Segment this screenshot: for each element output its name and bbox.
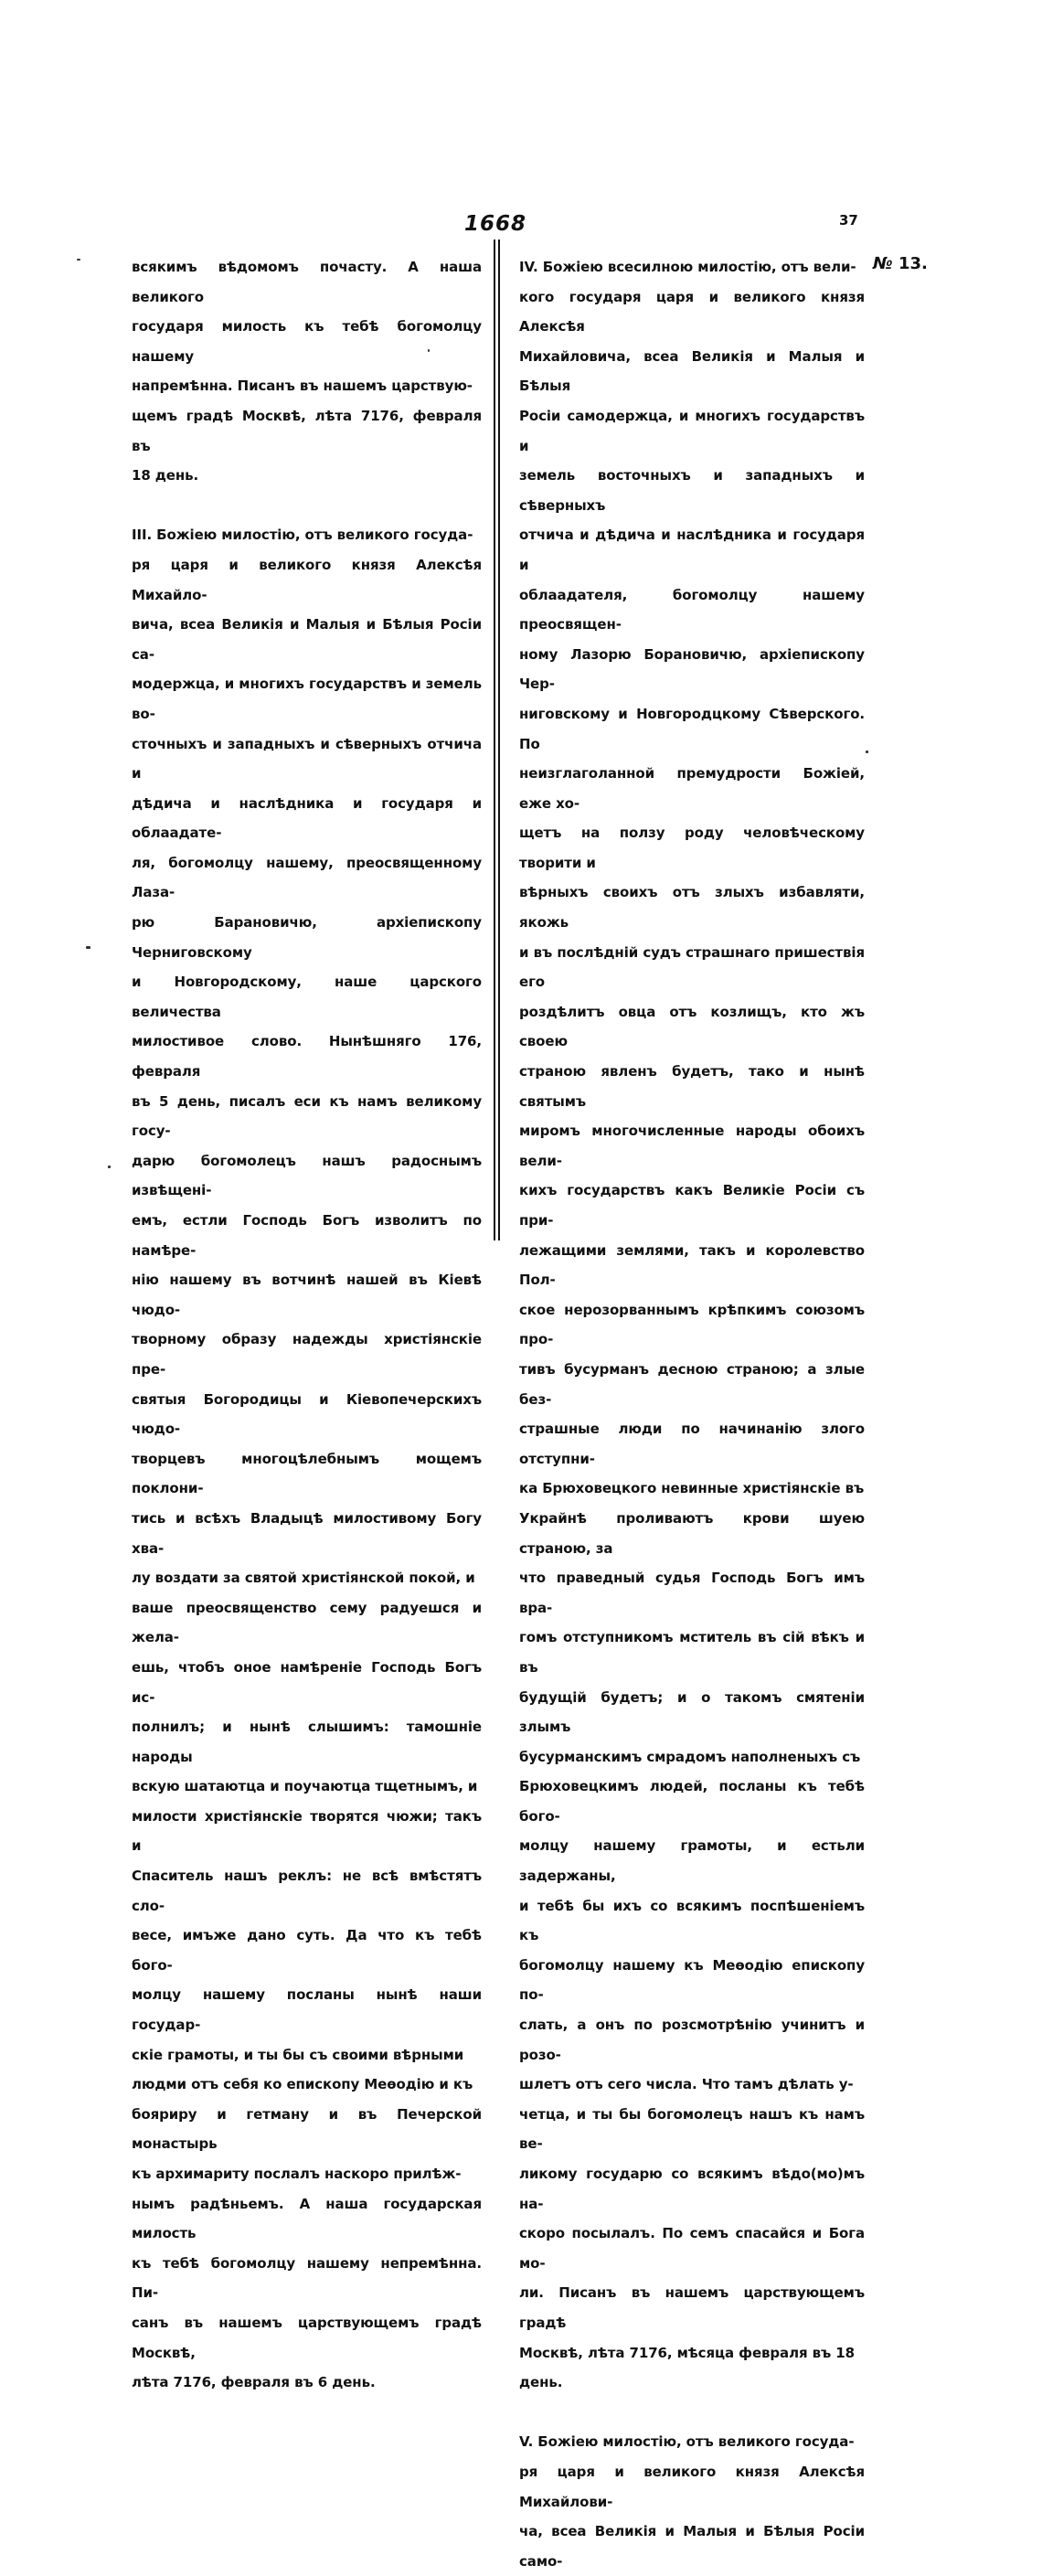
text-line: людми отъ себя ко епископу Меѳодію и къ [132,2076,473,2093]
text-line: скоро посылалъ. По семъ спасайся и Бога мо- [519,2225,865,2272]
text-line: шлетъ отъ сего числа. Что тамъ дѣлать у- [519,2076,854,2093]
text-line: рю Барановичю, архіепископу Черниговскому [132,914,482,961]
text-line: IV. Божіею всесилною милостію, отъ вели- [519,259,856,275]
text-line: и тебѣ бы ихъ со всякимъ поспѣшеніемъ къ [519,1897,865,1944]
print-speck [866,750,868,753]
text-line: ликому государю со всякимъ вѣдо(мо)мъ на- [519,2166,865,2212]
text-line: творцевъ многоцѣлебнымъ мощемъ поклони- [132,1450,482,1497]
text-line: Михайловича, всеа Великія и Малыя и Бѣлыя [519,347,865,395]
text-line: Спаситель нашъ реклъ: не всѣ вмѣстятъ сло- [132,1868,482,1914]
text-line: тись и всѣхъ Владыцѣ милостивому Богу хва- [132,1509,482,1557]
text-line: вича, всеа Великія и Малыя и Бѣлыя Росіи са- [132,616,482,663]
text-line: страшные люди по начинанію злого отступни- [519,1421,865,1467]
text-line: модержца, и многихъ государствъ и земель во- [132,676,482,722]
text-line: нію нашему въ вотчинѣ нашей въ Кіевѣ чюдо- [132,1272,482,1318]
text-line: ваше преосвященство сему радуешся и жела- [132,1599,482,1646]
text-line: и въ послѣдній судъ страшнаго пришествія его [519,943,865,991]
text-line: емъ, естли Господь Богъ изволитъ по намѣре- [132,1212,482,1259]
text-line: скіе грамоты, и ты бы съ своими вѣрными [132,2046,464,2063]
paragraph-gap [519,2398,865,2428]
text-line: земель восточныхъ и западныхъ и сѣверныхъ [519,467,865,514]
text-line: весе, имъже дано суть. Да что къ тебѣ бого- [132,1927,482,1974]
text-line: облаадателя, богомолцу нашему преосвящен- [519,586,865,633]
paragraph-letter-iv [519,252,865,2398]
text-line: къ архимариту послалъ наскоро прилѣж- [132,2166,462,2182]
text-line: 18 день. [132,467,199,484]
text-line: государя милость къ тебѣ богомолцу нашему [132,318,482,365]
print-speck [77,259,80,261]
text-line: Брюховецкимъ людей, посланы къ тебѣ бого- [519,1778,865,1825]
text-line: нымъ радѣньемъ. А наша государская милость [132,2195,482,2242]
text-line: молцу нашему грамоты, и естьли задержаны, [519,1837,865,1885]
left-column [132,252,482,2398]
document-number-marker [873,254,928,273]
column-divider-rule [494,240,495,1240]
text-line: всякимъ вѣдомомъ почасту. А наша великого [132,259,482,305]
text-line: отчича и дѣдича и наслѣдника и государя и [519,527,865,573]
text-line: V. Божіею милостію, отъ великого госуда- [519,2433,855,2451]
text-line: ка Брюховецкого невинные христіянскіе въ [519,1480,865,1497]
text-line: тивъ бусурманъ десною страною; а злые без- [519,1360,865,1408]
text-line: въ 5 день, писалъ еси къ намъ великому госу- [132,1092,482,1140]
right-column [519,252,865,2576]
text-line: Москвѣ, лѣта 7176, мѣсяца февраля въ 18 [519,2344,855,2361]
paragraph-gap [132,491,482,521]
text-line: будущій будетъ; и о такомъ смятеніи злымъ [519,1688,865,1736]
text-line: лѣта 7176, февраля въ 6 день. [132,2374,376,2391]
paragraph-letter-v [519,2427,865,2576]
text-line: день. [519,2374,563,2391]
page-year-header: 1668 [463,212,526,236]
text-line: кихъ государствъ какъ Великіе Росіи съ при- [519,1182,865,1229]
print-speck [86,946,90,949]
text-line: четца, и ты бы богомолецъ нашъ къ намъ ве- [519,2105,865,2153]
text-line: кого государя царя и великого князя Алексѣя [519,288,865,335]
text-line: что праведный судья Господь Богъ имъ вра- [519,1570,865,1616]
text-line: Росіи самодержца, и многихъ государствъ и [519,407,865,454]
text-line: къ тебѣ богомолцу нашему непремѣнна. Пи- [132,2254,482,2302]
text-line: ному Лазорю Борановичю, архіепископу Чер- [519,645,865,693]
text-line: щемъ градѣ Москвѣ, лѣта 7176, февраля въ [132,407,482,454]
text-line: роздѣлитъ овца отъ козлищъ, кто жъ своею [519,1003,865,1050]
document-number-value: 13. [898,254,928,273]
text-line: бусурманскимъ смрадомъ наполненыхъ съ [519,1748,861,1765]
text-line: ниговскому и Новгородцкому Сѣверского. По [519,705,865,752]
numero-sign: № [873,254,893,273]
text-line: милости христіянскіе творятся чюжи; такъ и [132,1807,482,1855]
text-line: святыя Богородицы и Кіевопечерскихъ чюдо- [132,1390,482,1438]
text-line: щетъ на ползу роду человѣческому творити и [519,825,865,871]
text-line: Украйнѣ проливаютъ крови шуею страною, за [519,1509,865,1557]
text-line: миромъ многочисленные народы обоихъ вели- [519,1123,865,1169]
text-line: ря царя и великого князя Алексѣя Михайлови- [519,2463,865,2510]
text-line: лу воздати за святой христіянской покой, и [132,1570,475,1587]
text-line: бояриру и гетману и въ Печерской монастырь [132,2105,482,2153]
text-line: милостивое слово. Нынѣшняго 176, февраля [132,1033,482,1080]
text-line: ское нерозорваннымъ крѣпкимъ союзомъ про- [519,1301,865,1348]
text-line: страною явленъ будетъ, тако и нынѣ святымъ [519,1063,865,1110]
print-speck [428,349,430,352]
text-line: ря царя и великого князя Алексѣя Михайло- [132,556,482,603]
print-speck [108,1166,111,1168]
text-line: дѣдича и наслѣдника и государя и облаадате- [132,794,482,842]
text-line: творному образу надежды христіянскіе пре- [132,1331,482,1378]
text-line: напремѣнна. Писанъ въ нашемъ царствую- [132,378,473,395]
text-line: ча, всеа Великія и Малыя и Бѣлыя Росіи само- [519,2523,865,2570]
text-line: ли. Писанъ въ нашемъ царствующемъ градѣ [519,2284,865,2331]
text-line: вскую шатаютца и поучаютца тщетнымъ, и [132,1778,478,1795]
text-line: гомъ отступникомъ мститель въ сій вѣкъ и въ [519,1629,865,1676]
text-line: дарю богомолецъ нашъ радоснымъ извѣщені- [132,1152,482,1199]
text-line: полнилъ; и нынѣ слышимъ: тамошніе народы [132,1719,482,1765]
text-line: III. Божіею милостію, отъ великого госуда- [132,527,473,544]
page-number: 37 [839,212,858,229]
paragraph-continuation [132,252,482,491]
paragraph-letter-iii [132,520,482,2397]
column-divider-rule [498,240,500,1240]
text-line: неизглаголанной премудрости Божіей, еже хо- [519,765,865,812]
text-line: ешь, чтобъ оное намѣреніе Господь Богъ ис- [132,1658,482,1706]
text-line: ля, богомолцу нашему, преосвященному Лаза- [132,854,482,901]
text-line: молцу нашему посланы нынѣ наши государ- [132,1986,482,2034]
text-line: сточныхъ и западныхъ и сѣверныхъ отчича и [132,735,482,782]
text-line: и Новгородскому, наше царского величества [132,974,482,1020]
text-line: слать, а онъ по розсмотрѣнію учинитъ и розо- [519,2017,865,2063]
text-line: лежащими землями, такъ и королевство Пол- [519,1241,865,1289]
text-line: санъ въ нашемъ царствующемъ градѣ Москвѣ, [132,2314,482,2361]
text-line: богомолцу нашему къ Меѳодію епископу по- [519,1956,865,2004]
text-line: вѣрныхъ своихъ отъ злыхъ избавляти, якожь [519,884,865,931]
